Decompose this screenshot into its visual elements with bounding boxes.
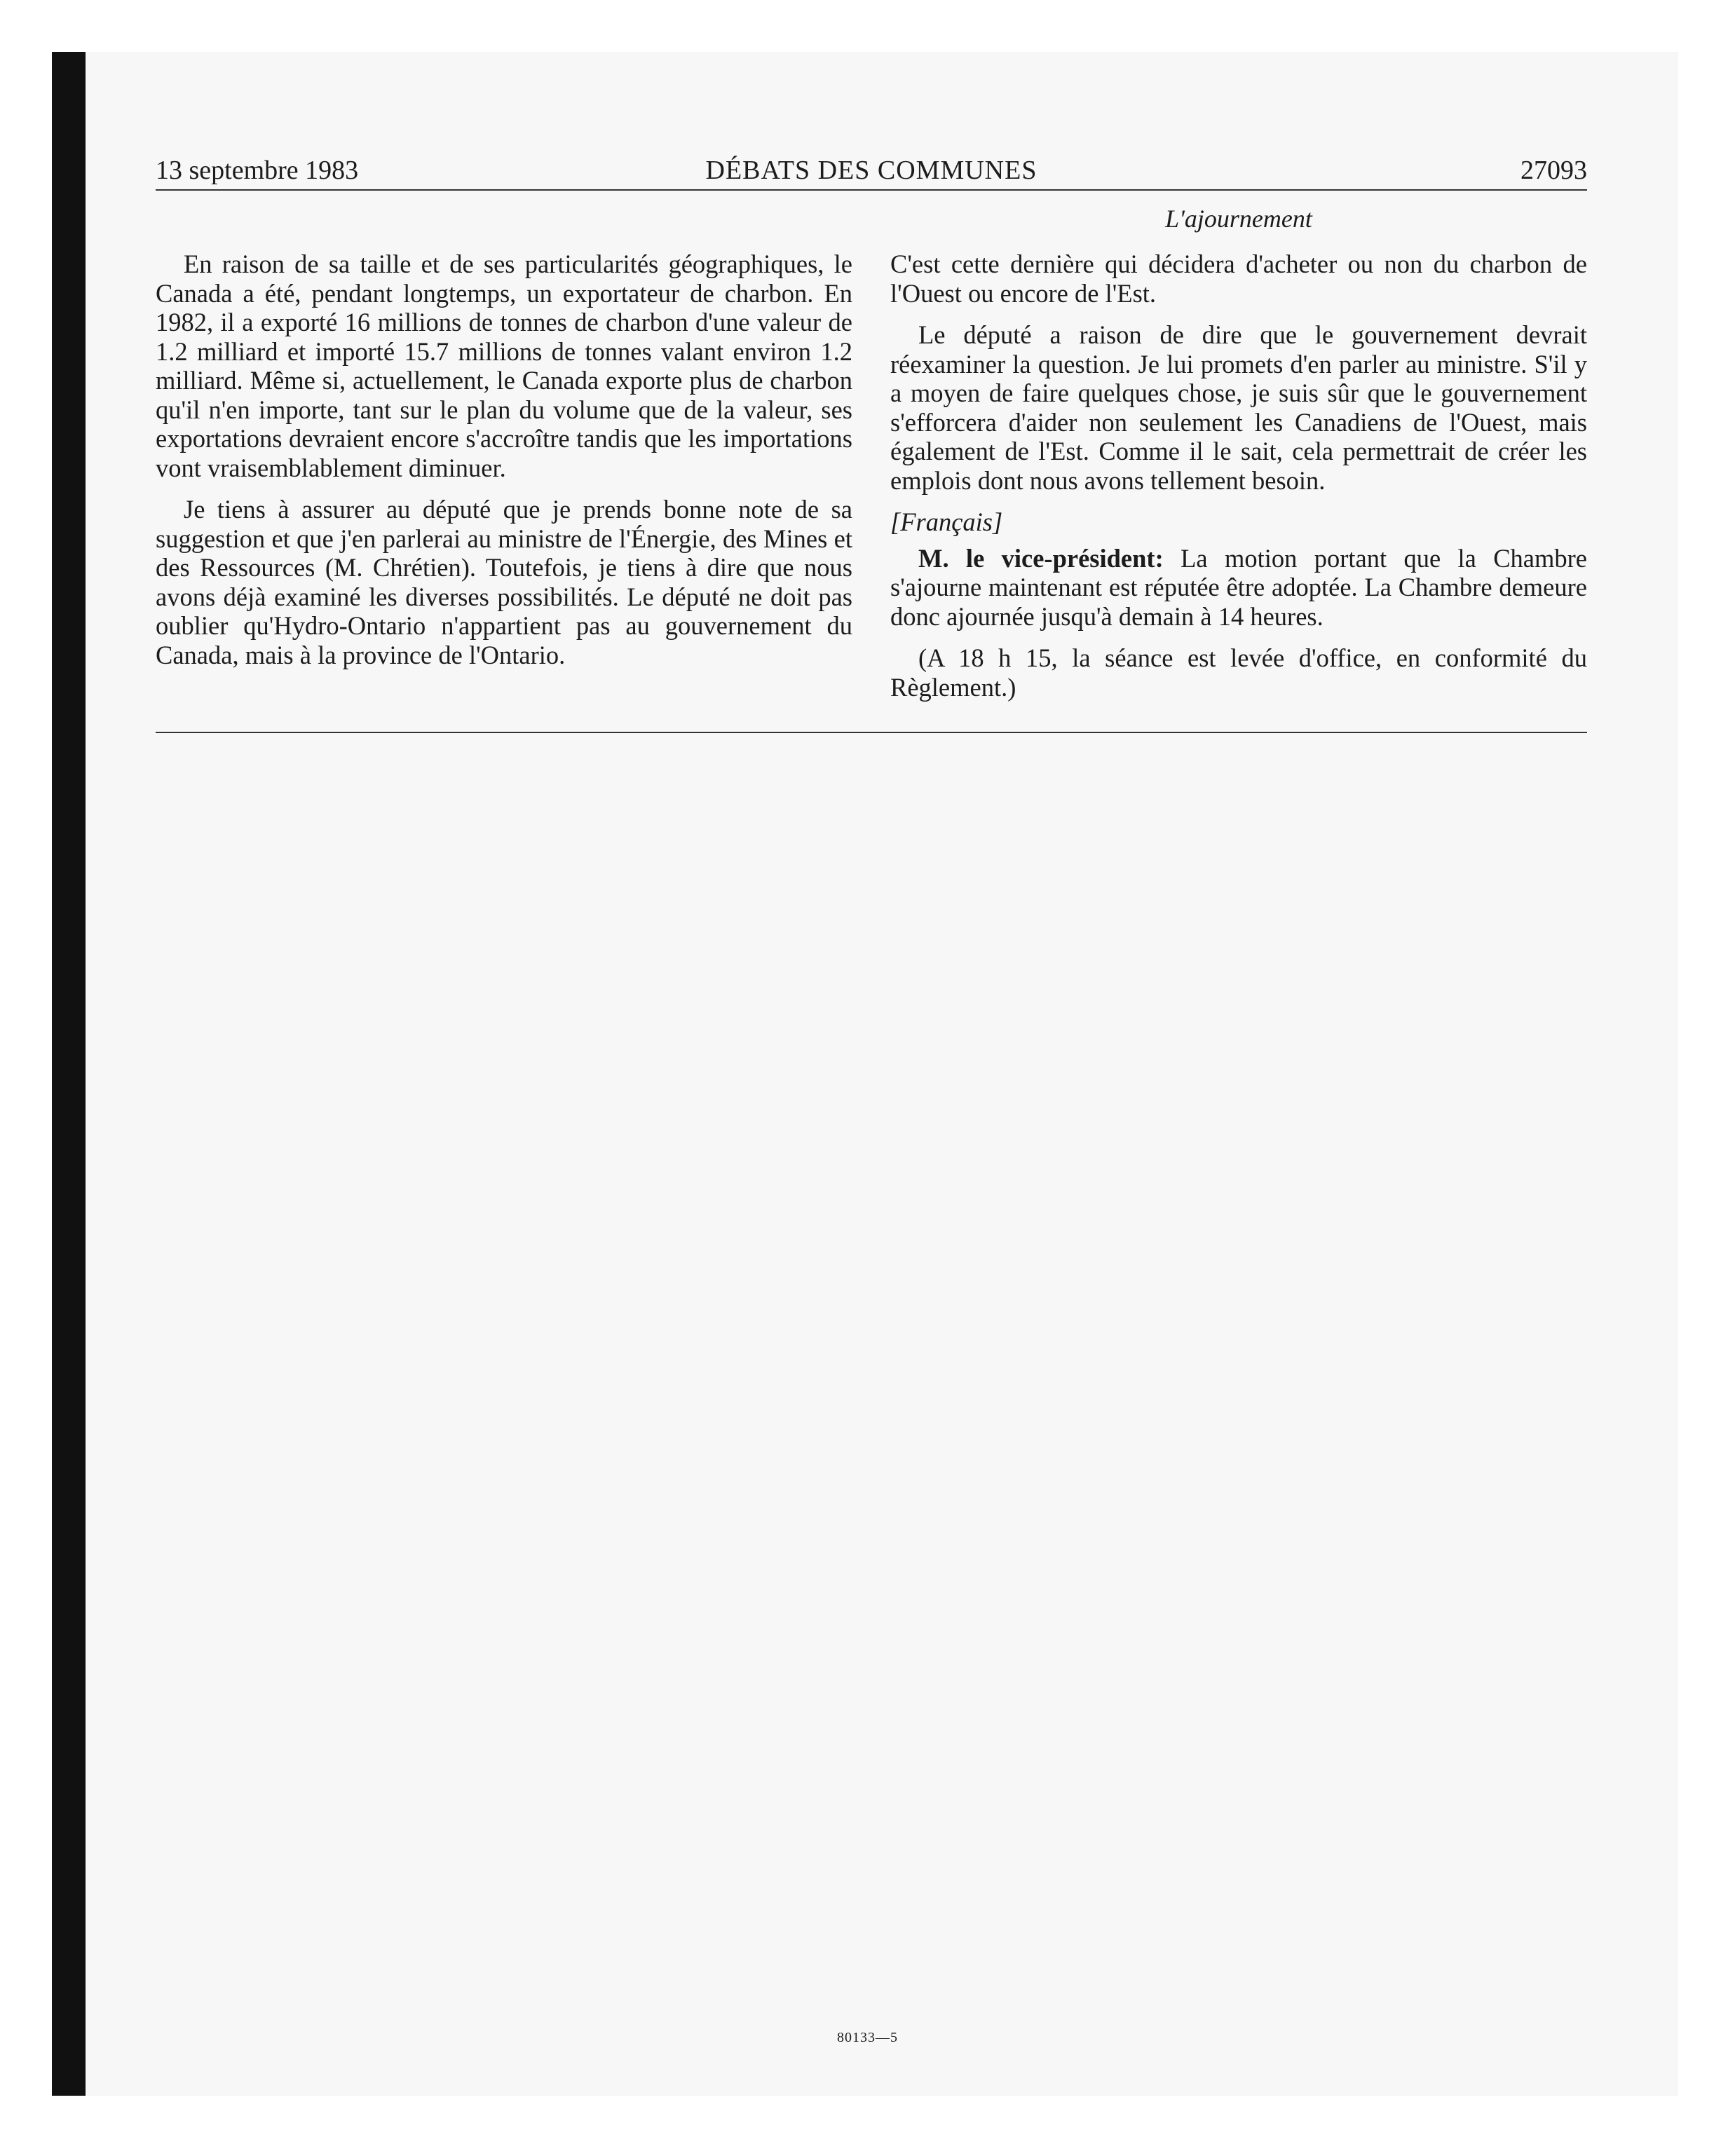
journal-title: DÉBATS DES COMMUNES	[705, 156, 1037, 185]
binding-edge	[52, 52, 86, 2096]
speaker-text: La motion portant que la Chambre s'ajourne maintenant est réputée être adoptée. La Chambre demeure donc ajournée jusqu'à demain à 14 heures.	[890, 543, 1588, 631]
speaker-name: M. le vice-président:	[918, 543, 1164, 573]
section-divider	[156, 732, 1587, 733]
closing-note: (A 18 h 15, la séance est levée d'office, en conformité du Règlement.)	[890, 643, 1587, 702]
paragraph: Le député a raison de dire que le gouvernement devrait réexaminer la question. Je lui promets d'en parler au ministre. S'il y a moyen de faire quelques chose, je suis sûr que le gouvernement s'efforcera d'aider non seulement les Canadiens de l'Ouest, mais également de l'Est. Comme il le sait, cela permettrait de créer les emplois dont nous avons tellement besoin.	[890, 320, 1587, 495]
page-number: 27093	[1520, 156, 1587, 185]
paragraph-continuation: C'est cette dernière qui décidera d'acheter ou non du charbon de l'Ouest ou encore de l'Est.	[890, 250, 1587, 308]
section-running-head: L'ajournement	[1165, 205, 1312, 233]
print-code: 80133—5	[837, 2030, 898, 2045]
paragraph: En raison de sa taille et de ses particularités géographiques, le Canada a été, pendant longtemps, un exportateur de charbon. En 1982, il a exporté 16 millions de tonnes de charbon d'une valeur de 1.2 milliard et importé 15.7 millions de tonnes valant environ 1.2 milliard. Même si, actuellement, le Canada exporte plus de charbon qu'il n'en importe, tant sur le plan du volume que de la valeur, ses exportations devraient encore s'accroître tandis que les importations vont vraisemblablement diminuer.	[156, 250, 852, 482]
left-column	[156, 250, 852, 682]
language-tag: [Français]	[890, 507, 1003, 536]
page-header	[156, 151, 1587, 191]
paragraph: Je tiens à assurer au député que je prends bonne note de sa suggestion et que j'en parlerai au ministre de l'Énergie, des Mines et des Ressources (M. Chrétien). Toutefois, je tiens à dire que nous avons déjà examiné les diverses possibilités. Le député ne doit pas oublier qu'Hydro-Ontario n'appartient pas au gouvernement du Canada, mais à la province de l'Ontario.	[156, 495, 852, 669]
header-date: 13 septembre 1983	[156, 156, 359, 185]
right-column	[890, 250, 1587, 714]
speaker-paragraph	[890, 544, 1587, 632]
